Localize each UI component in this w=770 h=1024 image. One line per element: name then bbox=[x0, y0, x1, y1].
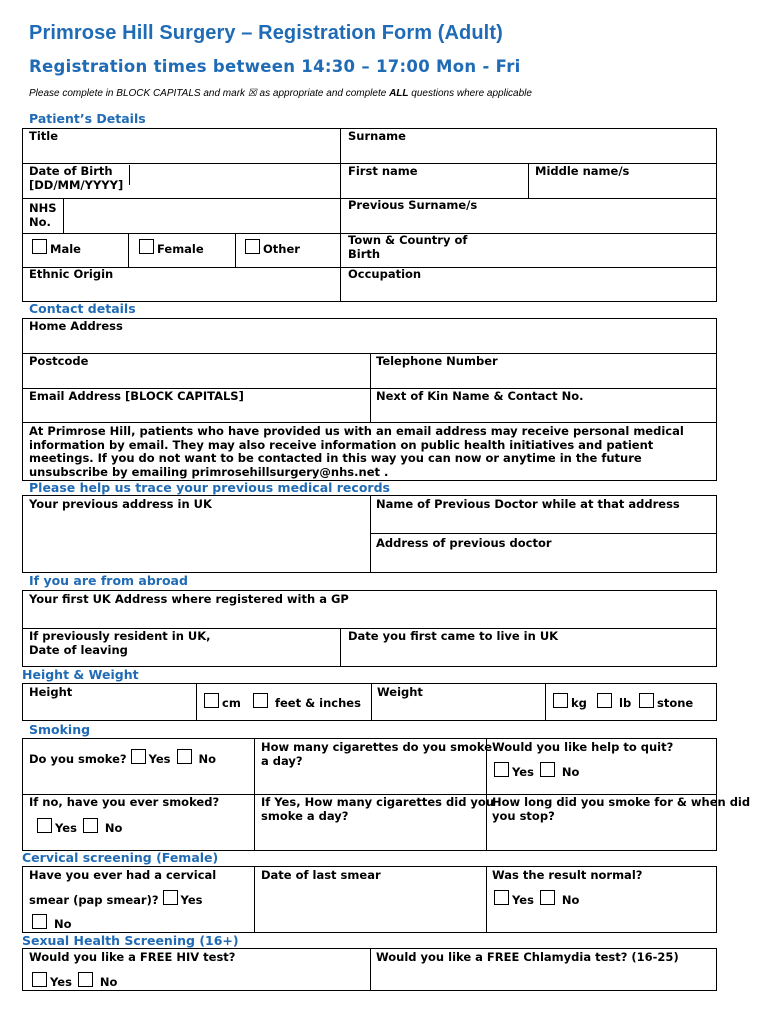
gender-other-option[interactable]: Other bbox=[245, 239, 300, 256]
hiv-yes-checkbox[interactable] bbox=[32, 972, 47, 987]
had-smear-question: Have you ever had a cervical bbox=[29, 868, 217, 882]
sexual-health-heading: Sexual Health Screening (16+) bbox=[22, 933, 239, 948]
sexual-health-table bbox=[22, 948, 717, 991]
form-title: Primrose Hill Surgery – Registration Form (Adult) bbox=[29, 22, 503, 44]
smear-no-option[interactable]: No bbox=[32, 914, 72, 931]
how-long-smoked-field[interactable]: How long did you smoke for & when did you stop? bbox=[492, 795, 751, 823]
result-normal-question: Was the result normal? bbox=[492, 868, 643, 882]
first-name-field[interactable]: First name bbox=[348, 164, 418, 178]
smoking-heading: Smoking bbox=[29, 722, 91, 737]
chlamydia-test-question: Would you like a FREE Chlamydia test? (16-25) bbox=[376, 950, 679, 964]
height-weight-heading: Height & Weight bbox=[22, 667, 139, 682]
postcode-field[interactable]: Postcode bbox=[29, 354, 89, 368]
ever-smoked-question: If no, have you ever smoked? bbox=[29, 795, 220, 809]
help-quit-options: Yes No bbox=[494, 762, 579, 779]
ever-smoked-yes-checkbox[interactable] bbox=[37, 818, 52, 833]
gender-female-option[interactable]: Female bbox=[139, 239, 204, 256]
other-checkbox[interactable] bbox=[245, 239, 260, 254]
weight-label: Weight bbox=[377, 685, 423, 699]
height-cm-option[interactable]: cm bbox=[204, 693, 241, 710]
town-country-of-birth-field[interactable]: Town & Country of Birth bbox=[348, 233, 468, 261]
from-abroad-table bbox=[22, 590, 717, 667]
help-to-quit-question: Would you like help to quit? bbox=[492, 740, 674, 754]
nhs-number-field[interactable]: NHS No. bbox=[29, 201, 57, 229]
had-smear-options: smear (pap smear)? Yes bbox=[29, 890, 202, 907]
stone-checkbox[interactable] bbox=[639, 693, 654, 708]
smoke-yes-checkbox[interactable] bbox=[131, 749, 146, 764]
height-feet-option[interactable]: feet & inches bbox=[253, 693, 361, 710]
do-you-smoke-question: Do you smoke? Yes No bbox=[29, 749, 216, 766]
feet-inches-checkbox[interactable] bbox=[253, 693, 268, 708]
smoking-table bbox=[22, 738, 751, 851]
title-field[interactable]: Title bbox=[29, 129, 59, 143]
height-weight-table bbox=[22, 683, 717, 721]
weight-lb-option[interactable]: lb bbox=[597, 693, 631, 710]
previous-doctor-field[interactable]: Name of Previous Doctor while at that address bbox=[376, 497, 680, 511]
hiv-test-question: Would you like a FREE HIV test? bbox=[29, 950, 236, 964]
contact-details-table bbox=[22, 318, 717, 481]
weight-kg-option[interactable]: kg bbox=[553, 693, 587, 710]
middle-name-field[interactable]: Middle name/s bbox=[535, 164, 630, 178]
previous-doctor-address-field[interactable]: Address of previous doctor bbox=[376, 536, 552, 550]
cervical-screening-table bbox=[22, 866, 717, 933]
registration-times: Registration times between 14:30 – 17:00 Mon - Fri bbox=[29, 57, 521, 76]
patient-details-table bbox=[22, 128, 717, 302]
hiv-test-options: Yes No bbox=[32, 972, 117, 989]
ethnic-origin-field[interactable]: Ethnic Origin bbox=[29, 267, 114, 281]
hiv-no-checkbox[interactable] bbox=[78, 972, 93, 987]
height-label: Height bbox=[29, 685, 73, 699]
cm-checkbox[interactable] bbox=[204, 693, 219, 708]
first-uk-address-field[interactable]: Your first UK Address where registered with a GP bbox=[29, 592, 349, 606]
email-field[interactable]: Email Address [BLOCK CAPITALS] bbox=[29, 389, 244, 403]
ever-smoked-options: Yes No bbox=[37, 818, 122, 835]
date-came-to-uk-field[interactable]: Date you first came to live in UK bbox=[348, 629, 559, 643]
from-abroad-heading: If you are from abroad bbox=[29, 573, 188, 588]
smear-yes-checkbox[interactable] bbox=[163, 890, 178, 905]
date-of-birth-field[interactable]: Date of Birth [DD/MM/YYYY] bbox=[29, 164, 124, 192]
intro-instructions: Please complete in BLOCK CAPITALS and mark ☒ as appropriate and complete ALL questions where applicable bbox=[29, 88, 532, 99]
smoke-no-checkbox[interactable] bbox=[177, 749, 192, 764]
next-of-kin-field[interactable]: Next of Kin Name & Contact No. bbox=[376, 389, 584, 403]
contact-details-heading: Contact details bbox=[29, 301, 136, 316]
email-consent-notice: At Primrose Hill, patients who have provided us with an email address may receive personal medical information by email. They may also receive information on public health initiatives and patient meetings. If you do not want to be contacted in this way you can now or anytime in the future unsubscribe by emailing primrosehillsurgery@nhs.net . bbox=[29, 424, 684, 479]
gender-male-option[interactable]: Male bbox=[32, 239, 81, 256]
weight-stone-option[interactable]: stone bbox=[639, 693, 693, 710]
cigarettes-per-day-field[interactable]: How many cigarettes do you smoke a day? bbox=[261, 740, 493, 768]
lb-checkbox[interactable] bbox=[597, 693, 612, 708]
surname-field[interactable]: Surname bbox=[348, 129, 406, 143]
occupation-field[interactable]: Occupation bbox=[348, 267, 422, 281]
result-yes-checkbox[interactable] bbox=[494, 890, 509, 905]
quit-yes-checkbox[interactable] bbox=[494, 762, 509, 777]
previous-surname-field[interactable]: Previous Surname/s bbox=[348, 198, 478, 212]
telephone-field[interactable]: Telephone Number bbox=[376, 354, 498, 368]
previous-address-field[interactable]: Your previous address in UK bbox=[29, 497, 212, 511]
quit-no-checkbox[interactable] bbox=[540, 762, 555, 777]
home-address-field[interactable]: Home Address bbox=[29, 319, 123, 333]
previous-records-heading: Please help us trace your previous medical records bbox=[29, 480, 390, 495]
patient-details-heading: Patient’s Details bbox=[29, 111, 146, 126]
past-cigarettes-per-day-field[interactable]: If Yes, How many cigarettes did you smoke a day? bbox=[261, 795, 495, 823]
smear-no-checkbox[interactable] bbox=[32, 914, 47, 929]
date-last-smear-field[interactable]: Date of last smear bbox=[261, 868, 381, 882]
kg-checkbox[interactable] bbox=[553, 693, 568, 708]
result-normal-options: Yes No bbox=[494, 890, 579, 907]
previous-records-table bbox=[22, 495, 717, 573]
ever-smoked-no-checkbox[interactable] bbox=[83, 818, 98, 833]
result-no-checkbox[interactable] bbox=[540, 890, 555, 905]
date-of-leaving-field[interactable]: If previously resident in UK, Date of leaving bbox=[29, 629, 211, 657]
male-checkbox[interactable] bbox=[32, 239, 47, 254]
cervical-screening-heading: Cervical screening (Female) bbox=[22, 850, 219, 865]
female-checkbox[interactable] bbox=[139, 239, 154, 254]
